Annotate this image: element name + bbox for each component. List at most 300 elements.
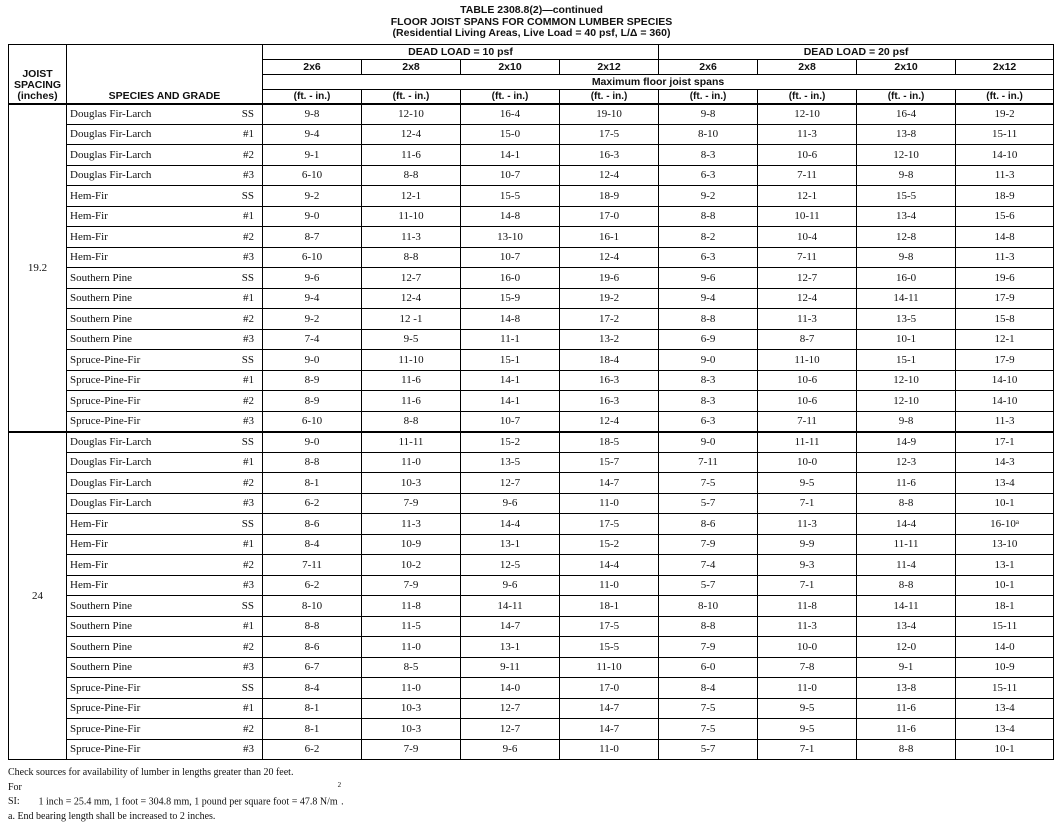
span-value: 17-5 [599,518,619,530]
span-value-cell [263,596,362,617]
species-name: Spruce-Pine-Fir [70,374,140,386]
span-value: 11-6 [401,149,421,161]
span-value-cell [263,370,362,391]
span-value: 14-1 [500,395,520,407]
species-grade-cell [67,268,263,289]
span-value: 12-3 [896,456,916,468]
species-grade-cell [67,739,263,760]
species-name: Hem-Fir [70,579,108,591]
span-value: 10-6 [797,395,817,407]
species-grade-cell [67,493,263,514]
si-superscript: 2 [338,781,342,789]
table-row [9,452,1054,473]
span-value-cell [956,411,1054,432]
species-name: Southern Pine [70,292,132,304]
span-value-cell [857,452,956,473]
span-value: 7-5 [701,477,716,489]
span-value: 9-4 [305,292,320,304]
span-value-cell [659,391,758,412]
span-value: 6-2 [305,579,320,591]
span-value-cell [263,555,362,576]
species-name: Southern Pine [70,641,132,653]
span-value: 15-11 [992,128,1017,140]
span-value-cell [263,657,362,678]
span-value: 17-0 [599,210,619,222]
span-value-cell [857,411,956,432]
span-value-cell [362,719,461,740]
table-subheading: (Residential Living Areas, Live Load = 40 psf, L/Δ = 360) [0,28,1063,40]
span-value-cell [560,678,659,699]
span-value: 9-1 [305,149,320,161]
span-value: 11-0 [401,641,421,653]
span-value: 16-3 [599,149,619,161]
table-row [9,719,1054,740]
span-value-cell [659,555,758,576]
span-value-cell [956,637,1054,658]
floor-joist-span-table [8,44,1054,760]
span-value: 12-1 [401,190,421,202]
span-value: 10-9 [401,538,421,550]
span-value-cell [758,145,857,166]
span-value-cell [857,719,956,740]
unit-header: (ft. - in.) [362,90,461,104]
joist-spacing-value: 19.2 [9,104,67,432]
span-value-cell [758,473,857,494]
size-header: 2x8 [362,60,461,75]
span-value-cell [857,104,956,125]
span-value: 11-8 [797,600,817,612]
span-value-cell [956,596,1054,617]
span-value-cell [758,719,857,740]
span-value: 8-7 [305,231,320,243]
span-value-cell [956,104,1054,125]
joist-spacing-value: 24 [9,432,67,760]
unit-header: (ft. - in.) [857,90,956,104]
species-name: Hem-Fir [70,251,108,263]
span-value: 9-8 [899,251,914,263]
span-value: 14-8 [994,231,1014,243]
span-value: 12-7 [797,272,817,284]
span-value: 10-1 [994,579,1014,591]
span-value: 11-0 [599,579,619,591]
span-value-cell [362,391,461,412]
span-value-cell [857,555,956,576]
species-name: Southern Pine [70,600,132,612]
span-value: 7-9 [404,743,419,755]
span-value: 11-10 [596,661,621,673]
table-row [9,309,1054,330]
span-value-cell [560,288,659,309]
span-value: 12-4 [599,251,619,263]
span-value-cell [263,452,362,473]
span-value: 11-1 [500,333,520,345]
span-value: 12-10 [893,395,919,407]
span-value: 7-11 [797,415,817,427]
span-value: 14-0 [994,641,1014,653]
span-value: 12-7 [500,723,520,735]
species-grade-cell [67,309,263,330]
size-header: 2x10 [461,60,560,75]
span-value-cell [659,206,758,227]
span-value-cell [857,268,956,289]
species-name: Douglas Fir-Larch [70,108,151,120]
species-grade-cell [67,227,263,248]
span-value-cell [857,637,956,658]
span-value-cell [857,145,956,166]
span-value: 12-8 [896,231,916,243]
span-value: 7-9 [701,538,716,550]
span-value-cell [758,206,857,227]
span-value: 11-6 [401,374,421,386]
grade: SS [242,682,254,694]
unit-header: (ft. - in.) [659,90,758,104]
grade: #2 [243,313,254,325]
span-value-cell [659,165,758,186]
span-value: 15-11 [992,620,1017,632]
span-value-cell [758,411,857,432]
species-grade-cell [67,657,263,678]
table-row [9,555,1054,576]
span-value: 16-0 [500,272,520,284]
span-value: 9-8 [899,415,914,427]
span-value-cell [659,637,758,658]
span-value-cell [758,329,857,350]
species-grade-cell [67,452,263,473]
span-value: 9-6 [503,579,518,591]
span-value-cell [461,637,560,658]
span-value: 13-5 [896,313,916,325]
span-value-cell [560,247,659,268]
span-value: 15-2 [500,436,520,448]
si-label: For SI: [8,781,36,810]
span-value-cell [857,534,956,555]
grade: #2 [243,559,254,571]
span-value: 10-7 [500,251,520,263]
span-value: 5-7 [701,579,716,591]
span-value-cell [758,309,857,330]
span-value-cell [758,637,857,658]
span-value: 7-11 [797,169,817,181]
span-value-cell [659,268,758,289]
span-value: 17-9 [994,354,1014,366]
span-value-cell [263,616,362,637]
span-value: 12-4 [401,128,421,140]
span-value-cell [857,329,956,350]
span-value-cell [956,268,1054,289]
span-value-cell [956,473,1054,494]
species-grade-cell [67,616,263,637]
span-value: 13-4 [994,702,1014,714]
span-value: 13-8 [896,128,916,140]
species-name: Douglas Fir-Larch [70,128,151,140]
species-name: Spruce-Pine-Fir [70,743,140,755]
span-value: 9-0 [701,436,716,448]
table-row [9,165,1054,186]
span-value-cell [659,411,758,432]
span-value: 7-9 [404,497,419,509]
span-value: 6-10 [302,169,322,181]
species-name: Hem-Fir [70,190,108,202]
span-value-cell [560,452,659,473]
species-grade-cell [67,124,263,145]
span-value-cell [461,534,560,555]
span-value-cell [758,698,857,719]
table-row [9,391,1054,412]
span-value-cell [758,432,857,453]
grade: SS [242,108,254,120]
table-row [9,329,1054,350]
table-body [9,104,1054,760]
span-value: 14-7 [599,702,619,714]
span-value: 11-6 [896,702,916,714]
span-value: 15-5 [500,190,520,202]
span-value-cell [461,309,560,330]
species-grade-cell [67,514,263,535]
span-value-cell [560,104,659,125]
species-name: Spruce-Pine-Fir [70,682,140,694]
species-name: Spruce-Pine-Fir [70,395,140,407]
span-value-cell [956,698,1054,719]
grade: #3 [243,415,254,427]
span-value: 18-1 [599,600,619,612]
span-value: 18-9 [994,190,1014,202]
span-value: 6-9 [701,333,716,345]
table-row [9,206,1054,227]
span-value: 19-6 [994,272,1014,284]
span-value-cell [857,350,956,371]
table-row [9,493,1054,514]
span-value-cell [956,350,1054,371]
span-value: 6-10 [302,415,322,427]
span-value-cell [956,309,1054,330]
species-name: Hem-Fir [70,231,108,243]
span-value: 9-5 [404,333,419,345]
grade: SS [242,354,254,366]
span-value-cell [758,370,857,391]
span-value-cell [560,350,659,371]
span-value-cell [857,575,956,596]
span-value: 8-10 [698,128,718,140]
span-value: 17-5 [599,620,619,632]
species-grade-cell [67,288,263,309]
footnote-a: a. End bearing length shall be increased to 2 inches. [8,810,344,824]
span-value-cell [461,596,560,617]
grade: #1 [243,702,254,714]
span-value: 8-6 [305,641,320,653]
span-value-cell [857,596,956,617]
span-value-cell [857,493,956,514]
span-value: 8-7 [800,333,815,345]
species-name: Southern Pine [70,272,132,284]
grade: #1 [243,292,254,304]
span-value-cell [461,247,560,268]
span-value: 14-4 [500,518,520,530]
span-value-cell [560,473,659,494]
dead-load-20-header: DEAD LOAD = 20 psf [659,45,1054,60]
table-row [9,514,1054,535]
span-value-cell [461,227,560,248]
unit-header: (ft. - in.) [956,90,1054,104]
span-value-cell [461,186,560,207]
span-value: 8-8 [899,743,914,755]
span-value: 18-9 [599,190,619,202]
span-value: 12-4 [401,292,421,304]
span-value-cell [560,514,659,535]
span-value-cell [362,309,461,330]
span-value: 7-1 [800,743,815,755]
span-value: 12-5 [500,559,520,571]
span-value-cell [362,739,461,760]
species-name: Douglas Fir-Larch [70,149,151,161]
span-value-cell [659,473,758,494]
span-value: 11-8 [401,600,421,612]
span-value-cell [659,514,758,535]
grade: SS [242,190,254,202]
span-value: 9-4 [305,128,320,140]
span-value-cell [362,473,461,494]
span-value-cell [362,227,461,248]
size-header: 2x12 [956,60,1054,75]
span-value: 10-4 [797,231,817,243]
table-title [0,0,1063,36]
span-value-cell [560,637,659,658]
span-value-cell [560,719,659,740]
span-value: 9-4 [701,292,716,304]
span-value-cell [362,555,461,576]
span-value: 16-4 [896,108,916,120]
span-value: 10-6 [797,374,817,386]
grade: #2 [243,477,254,489]
span-value-cell [659,678,758,699]
span-value-cell [956,227,1054,248]
span-value-cell [560,657,659,678]
span-value-cell [956,719,1054,740]
span-value: 13-1 [994,559,1014,571]
table-row [9,534,1054,555]
species-grade-cell [67,329,263,350]
grade: #3 [243,743,254,755]
span-value-cell [659,227,758,248]
span-value-cell [263,288,362,309]
span-value: 10-2 [401,559,421,571]
table-row [9,575,1054,596]
species-name: Spruce-Pine-Fir [70,702,140,714]
span-value: 17-1 [994,436,1014,448]
span-value: 11-3 [995,415,1015,427]
span-value: 7-11 [698,456,718,468]
span-value-cell [956,678,1054,699]
species-name: Douglas Fir-Larch [70,477,151,489]
span-value: 8-1 [305,723,320,735]
span-value: 12-10 [398,108,424,120]
span-value: 7-4 [305,333,320,345]
span-value-cell [857,698,956,719]
span-value: 8-8 [404,251,419,263]
span-value: 9-5 [800,702,815,714]
span-value-cell [857,370,956,391]
table-row [9,739,1054,760]
span-value-cell [758,165,857,186]
species-grade-cell [67,719,263,740]
span-value: 12-1 [994,333,1014,345]
species-grade-cell [67,534,263,555]
span-value: 9-2 [701,190,716,202]
span-value-cell [362,145,461,166]
span-value-cell [263,227,362,248]
span-value: 8-3 [701,374,716,386]
span-value: 7-4 [701,559,716,571]
span-value-cell [560,124,659,145]
span-value: 8-2 [701,231,716,243]
span-value: 11-3 [401,518,421,530]
span-value-cell [362,452,461,473]
span-value: 9-9 [800,538,815,550]
span-value: 8-8 [701,313,716,325]
span-value-cell [263,411,362,432]
span-value: 8-8 [305,456,320,468]
span-value: 11-0 [797,682,817,694]
span-value: 14-9 [896,436,916,448]
unit-header: (ft. - in.) [461,90,560,104]
span-value: 9-2 [305,313,320,325]
table-number: TABLE 2308.8(2)—continued [0,5,1063,17]
span-value: 6-3 [701,251,716,263]
span-value-cell [362,329,461,350]
span-value-cell [857,309,956,330]
span-value-cell [461,350,560,371]
table-row [9,698,1054,719]
species-name: Spruce-Pine-Fir [70,354,140,366]
span-value-cell [758,124,857,145]
span-value: 10-7 [500,169,520,181]
span-value: 11-3 [401,231,421,243]
span-value-cell [560,268,659,289]
span-value-cell [659,186,758,207]
span-value: 8-4 [305,682,320,694]
span-value: 10-11 [794,210,819,222]
species-grade-cell [67,145,263,166]
span-value-cell [560,227,659,248]
species-grade-cell [67,555,263,576]
span-value-cell [263,473,362,494]
span-value: 14-11 [497,600,522,612]
table-header [9,45,1054,104]
span-value: 8-6 [701,518,716,530]
span-value-cell [461,411,560,432]
span-value: 15-1 [500,354,520,366]
grade: SS [242,436,254,448]
span-value-cell [560,309,659,330]
span-value-cell [461,124,560,145]
span-value: 15-5 [599,641,619,653]
span-value-cell [659,575,758,596]
span-value-cell [461,698,560,719]
span-value-cell [263,104,362,125]
span-value-cell [758,268,857,289]
span-value-cell [461,555,560,576]
span-value: 10-1 [994,743,1014,755]
species-name: Southern Pine [70,333,132,345]
span-value-cell [461,370,560,391]
span-value: 13-4 [994,477,1014,489]
span-value: 10-3 [401,477,421,489]
span-value-cell [560,555,659,576]
span-value-cell [263,575,362,596]
span-value: 12-0 [896,641,916,653]
span-value-cell [956,575,1054,596]
table-row [9,637,1054,658]
span-value-cell [362,493,461,514]
